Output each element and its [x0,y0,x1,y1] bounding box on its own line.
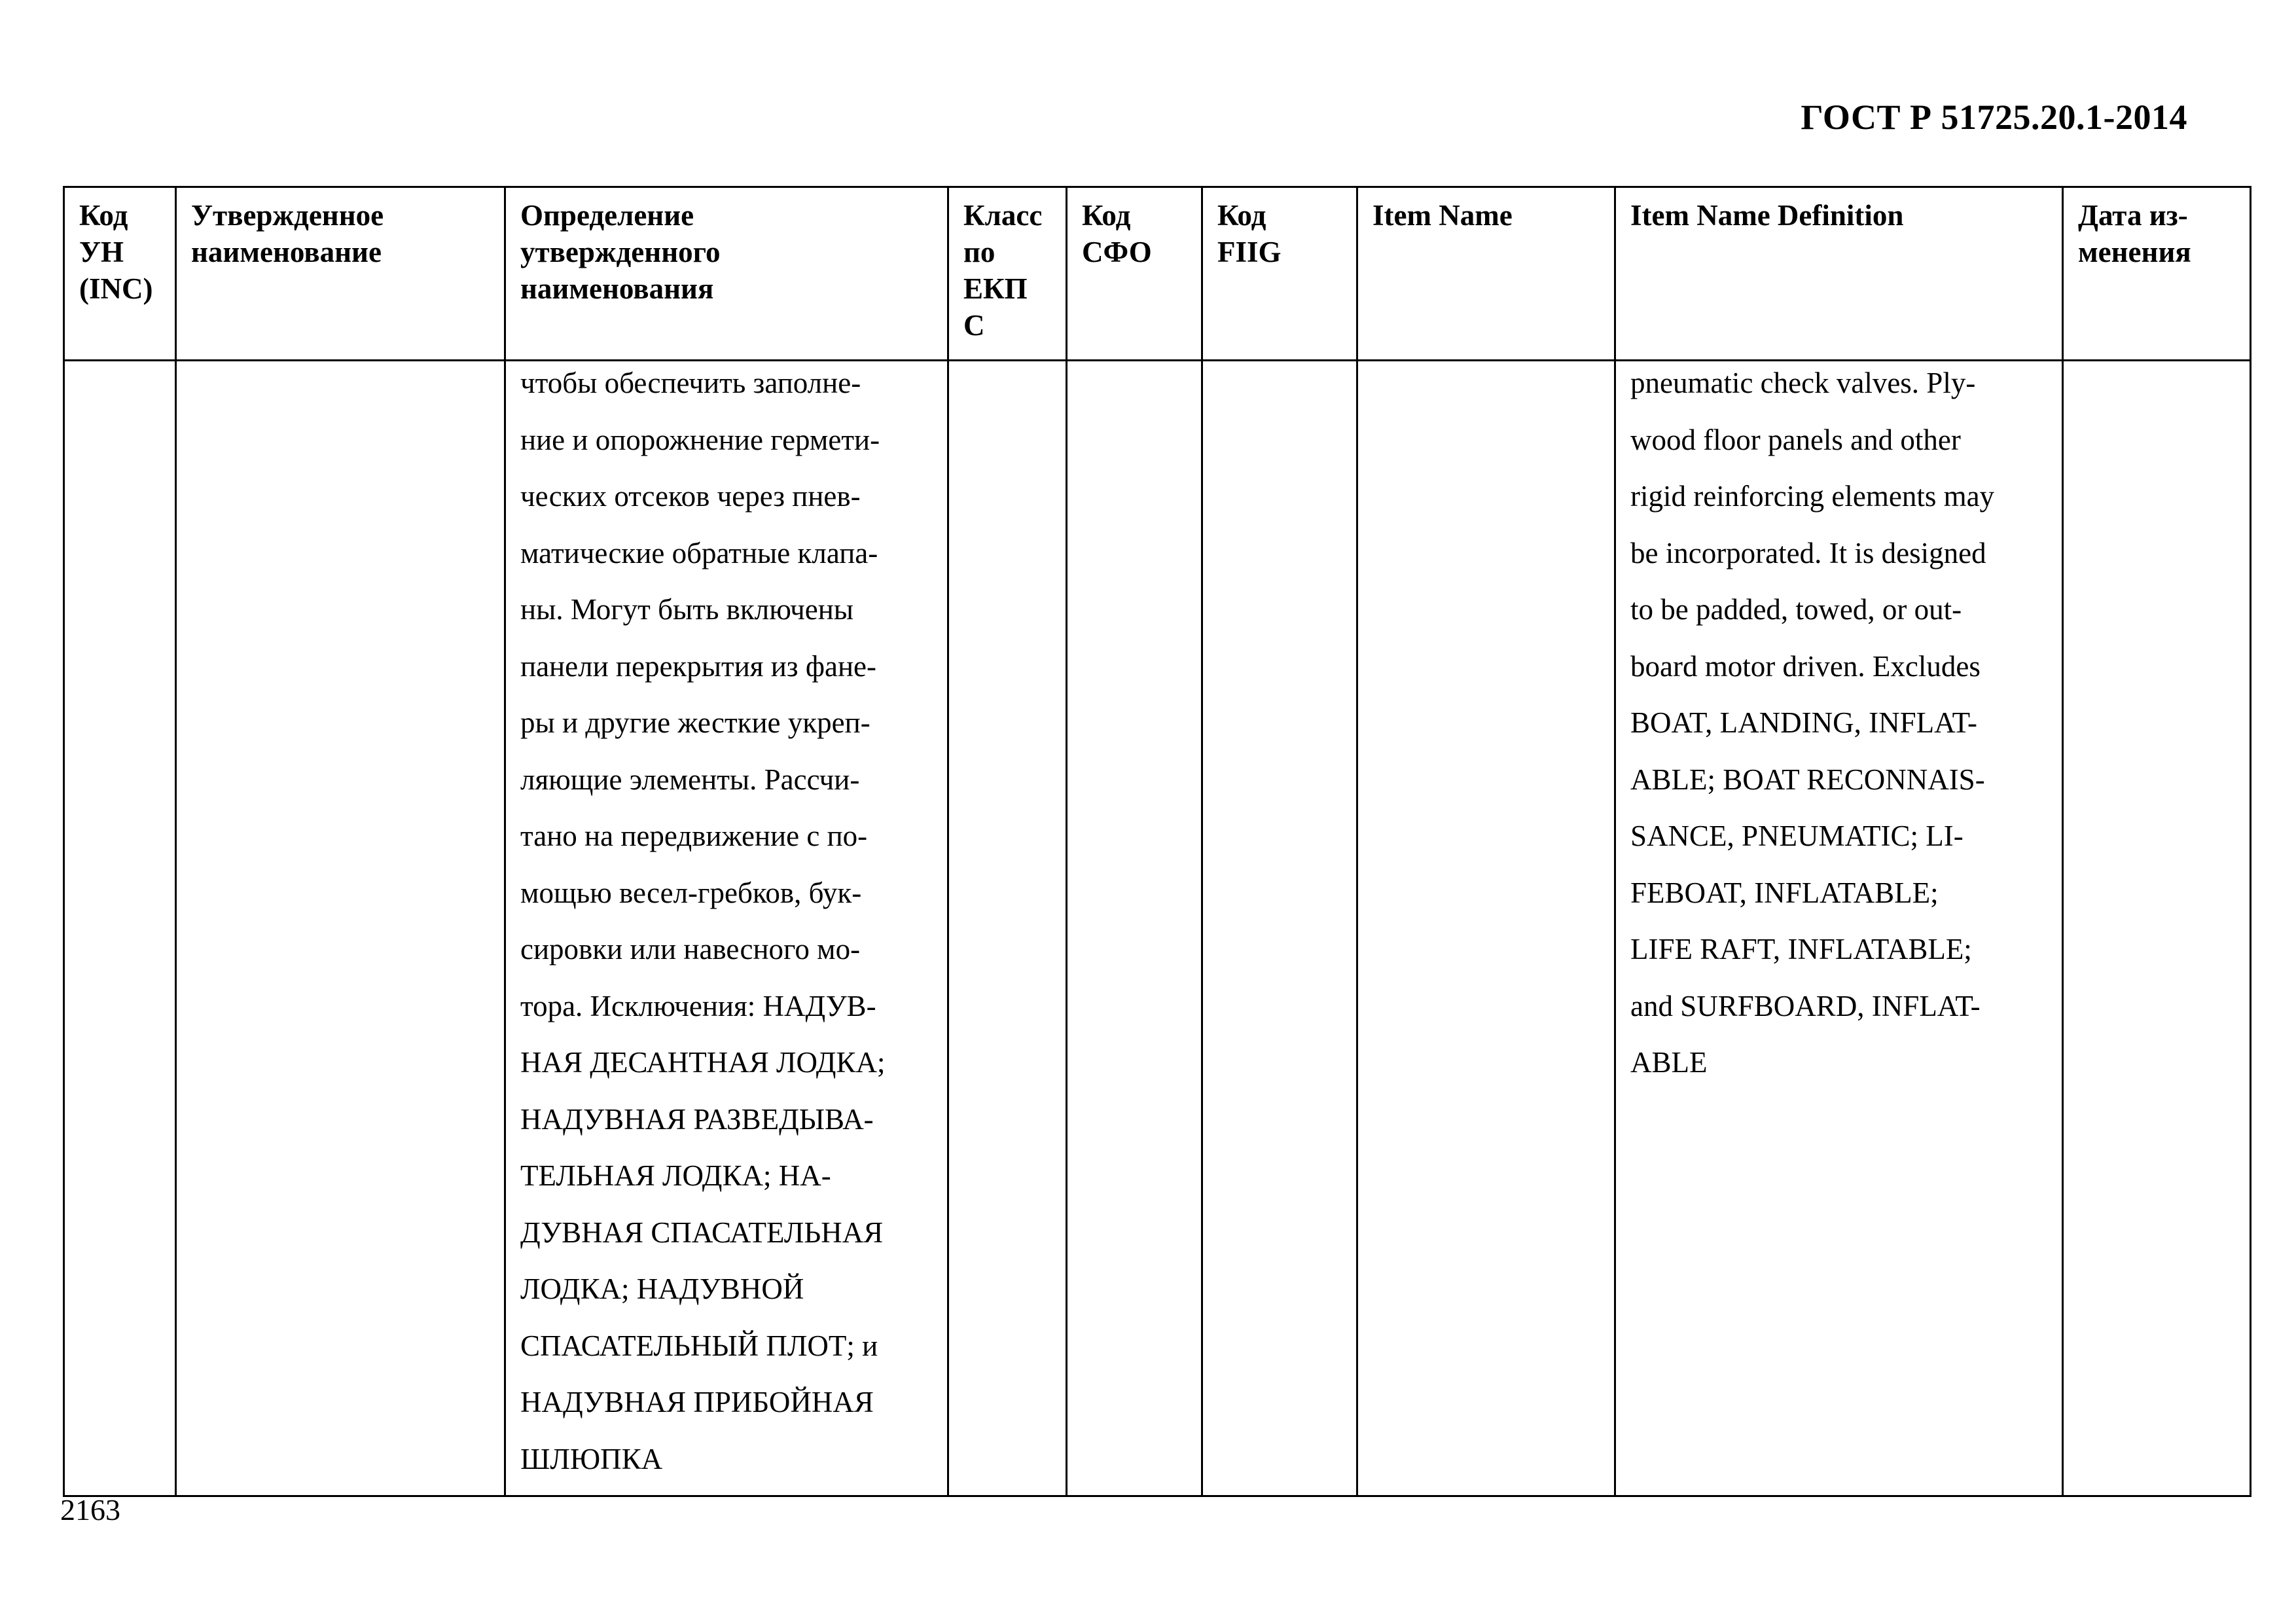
definition-ru-line: тора. Исключения: НАДУВ- [520,989,876,1022]
definition-ru-line: ческих отсеков через пнев- [520,480,861,513]
definition-en-line: ABLE; BOAT RECONNAIS- [1630,763,1985,796]
definition-ru-line: ТЕЛЬНАЯ ЛОДКА; НА- [520,1159,831,1192]
page-number: 2163 [60,1493,120,1526]
definition-en-line: rigid reinforcing elements may [1630,480,1995,513]
definition-en-line: board motor driven. Excludes [1630,649,1981,683]
definition-ru-line: тано на передвижение с по- [520,820,868,852]
definition-en-line: be incorporated. It is designed [1630,536,1986,569]
definition-ru-line: НАДУВНАЯ ПРИБОЙНАЯ [520,1386,874,1418]
header-item-name-definition: Item Name Definition [1615,187,2063,361]
cell-item-name [1357,361,1615,1496]
cell-change-date [2063,361,2251,1496]
cell-fiig-code [1202,361,1357,1496]
cell-inc-code [64,361,176,1496]
definition-ru-line: сировки или навесного мо- [520,933,861,965]
definition-en-line: to be padded, towed, or out- [1630,593,1962,626]
definition-en-line: LIFE RAFT, INFLATABLE; [1630,933,1972,965]
definition-ru-line: НАДУВНАЯ РАЗВЕДЫВА- [520,1102,874,1136]
definition-ru-line: ние и опорожнение гермети- [520,423,880,456]
definition-ru-line: чтобы обеспечить заполне- [520,367,861,399]
catalog-table [63,186,2251,1497]
definition-ru-line: ны. Могут быть включены [520,593,854,626]
definition-en-line: BOAT, LANDING, INFLAT- [1630,706,1977,739]
definition-en-line: SANCE, PNEUMATIC; LI- [1630,820,1964,852]
definition-ru-line: панели перекрытия из фане- [520,649,876,683]
definition-en-line: ABLE [1630,1046,1708,1079]
table-row [64,361,2251,1496]
definition-ru-line: ляющие элементы. Рассчи- [520,763,860,796]
definition-ru-line: ры и другие жесткие укреп- [520,706,870,739]
header-name-definition: Определение утвержденного наименования [505,187,948,361]
cell-name-definition [505,361,948,1496]
definition-ru-line: ШЛЮПКА [520,1442,663,1475]
definition-ru-line: ДУВНАЯ СПАСАТЕЛЬНАЯ [520,1216,884,1249]
cell-sfo-code [1067,361,1202,1496]
header-item-name: Item Name [1357,187,1615,361]
cell-approved-name [176,361,505,1496]
cell-ekps-class [948,361,1067,1496]
header-ekps-class: Класс по ЕКП С [948,187,1067,361]
header-fiig-code: Код FIIG [1202,187,1357,361]
cell-item-name-definition [1615,361,2063,1496]
definition-en-line: FEBOAT, INFLATABLE; [1630,876,1939,909]
definition-ru-line: СПАСАТЕЛЬНЫЙ ПЛОТ; и [520,1329,878,1362]
header-change-date: Дата из- менения [2063,187,2251,361]
table-header-row [64,187,2251,361]
header-approved-name: Утвержденное наименование [176,187,505,361]
header-sfo-code: Код СФО [1067,187,1202,361]
definition-ru-line: НАЯ ДЕСАНТНАЯ ЛОДКА; [520,1046,886,1079]
definition-text-ru [506,355,947,1487]
definition-ru-line: ЛОДКА; НАДУВНОЙ [520,1272,804,1305]
definition-en-line: wood floor panels and other [1630,423,1961,456]
header-inc-code: Код УН (INC) [64,187,176,361]
definition-text-en [1616,355,2062,1091]
definition-ru-line: мощью весел-гребков, бук- [520,876,862,909]
definition-ru-line: матические обратные клапа- [520,536,878,569]
document-code: ГОСТ Р 51725.20.1-2014 [1801,98,2187,137]
definition-en-line: and SURFBOARD, INFLAT- [1630,989,1981,1022]
definition-en-line: pneumatic check valves. Ply- [1630,367,1976,399]
